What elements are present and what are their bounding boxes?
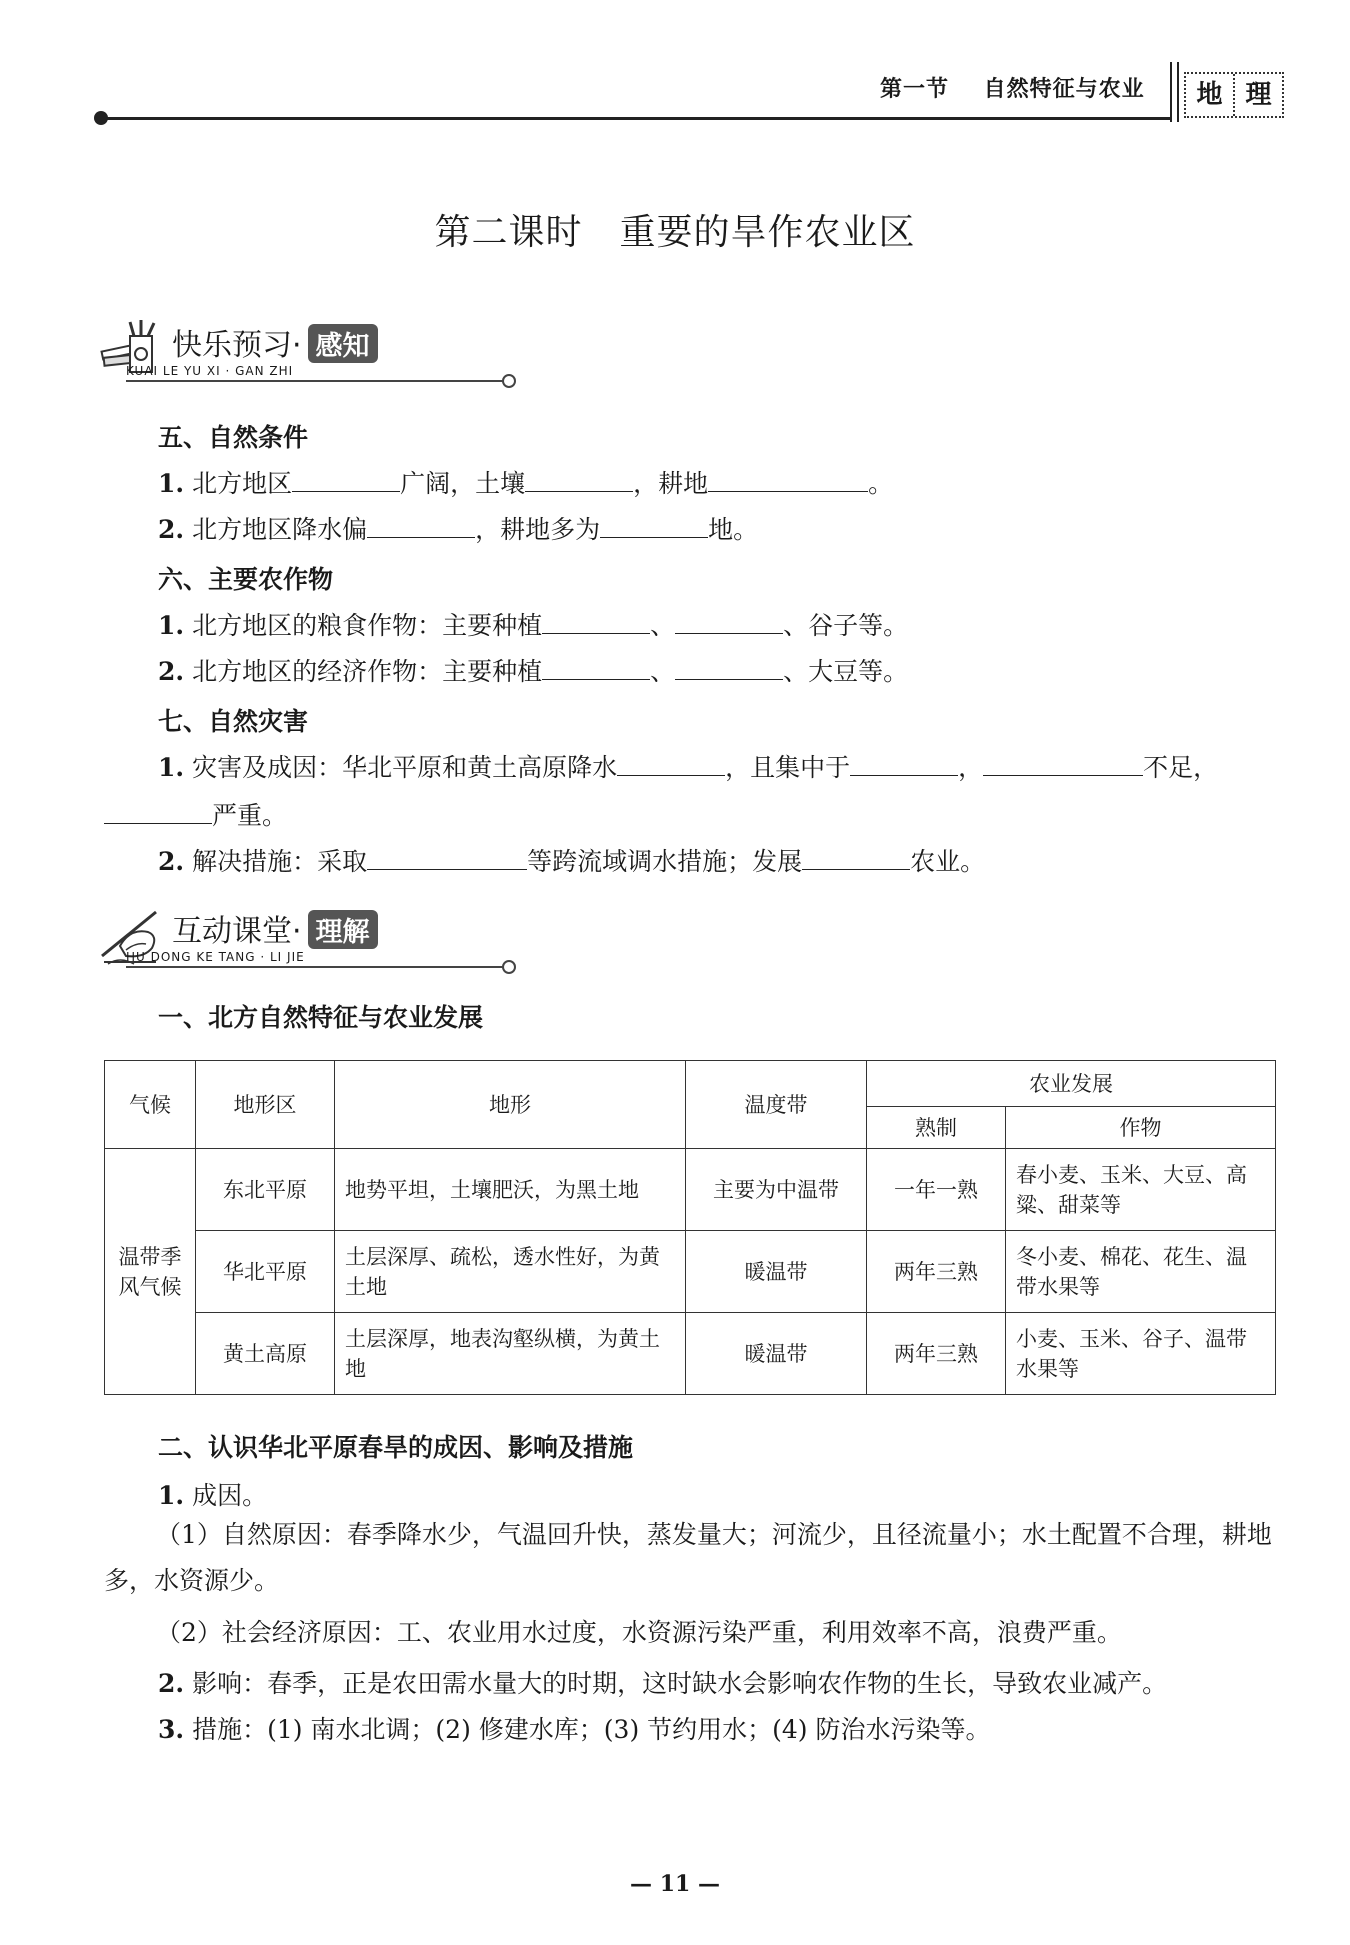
question-text: 北方地区的粮食作物：主要种植 xyxy=(192,611,543,640)
question-line xyxy=(158,606,908,642)
table-header: 气候 xyxy=(105,1061,196,1149)
banner-title: 互动课堂· 理解 xyxy=(172,906,378,950)
table-cell: 主要为中温带 xyxy=(686,1149,867,1231)
question-text: ，且集中于 xyxy=(725,753,851,782)
table-row xyxy=(105,1313,1276,1395)
fill-blank[interactable] xyxy=(292,471,400,492)
header-rule xyxy=(100,117,1170,120)
fill-blank[interactable] xyxy=(542,613,650,634)
question-text: ，耕地 xyxy=(633,469,709,498)
features-table xyxy=(104,1060,1276,1395)
question-text: 。 xyxy=(868,469,894,498)
table-cell: 两年三熟 xyxy=(867,1231,1006,1313)
table-cell: 土层深厚，地表沟壑纵横，为黄土地 xyxy=(335,1313,686,1395)
header-section: 第一节 xyxy=(880,76,950,102)
section-heading: 一、北方自然特征与农业发展 xyxy=(158,1003,484,1032)
table-header-row xyxy=(105,1061,1276,1107)
fill-blank[interactable] xyxy=(367,849,527,870)
fill-blank[interactable] xyxy=(617,755,725,776)
header-divider xyxy=(1170,62,1172,122)
fill-blank[interactable] xyxy=(367,517,475,538)
question-text: 北方地区 xyxy=(192,469,293,498)
question-number: 2. xyxy=(158,515,185,544)
running-header xyxy=(880,72,1145,103)
section-heading: 六、主要农作物 xyxy=(158,565,334,594)
banner-underline-end xyxy=(502,960,516,974)
subject-char: 地 xyxy=(1196,80,1223,110)
paragraph: （2）社会经济原因：工、农业用水过度，水资源污染严重，利用效率不高，浪费严重。 xyxy=(156,1618,1122,1647)
fill-blank[interactable] xyxy=(850,755,958,776)
banner-title-text: 快乐预习 xyxy=(172,328,292,363)
fill-blank[interactable] xyxy=(675,613,783,634)
point-number: 2. xyxy=(158,1669,185,1698)
subject-char: 理 xyxy=(1233,74,1282,116)
fill-blank[interactable] xyxy=(542,659,650,680)
section-heading: 五、自然条件 xyxy=(158,423,309,452)
table-row xyxy=(105,1149,1276,1231)
paragraph: （1）自然原因：春季降水少，气温回升快，蒸发量大；河流少，且径流量小；水土配置不合理，耕地多，水资源少。 xyxy=(104,1520,1272,1595)
question-text: 、大豆等。 xyxy=(783,657,909,686)
table-cell: 两年三熟 xyxy=(867,1313,1006,1395)
table-header: 熟制 xyxy=(867,1107,1006,1149)
point-text: 措施：(1) 南水北调；(2) 修建水库；(3) 节约用水；(4) 防治水污染等。 xyxy=(192,1715,991,1744)
table-header: 地形区 xyxy=(196,1061,335,1149)
question-text: 灾害及成因：华北平原和黄土高原降水 xyxy=(192,753,618,782)
table-cell: 黄土高原 xyxy=(196,1313,335,1395)
question-line-continued xyxy=(104,796,287,832)
question-text: 严重。 xyxy=(212,801,288,830)
question-line xyxy=(158,652,908,688)
fill-blank[interactable] xyxy=(802,849,910,870)
header-section-title: 自然特征与农业 xyxy=(983,76,1145,102)
section-heading: 二、认识华北平原春旱的成因、影响及措施 xyxy=(158,1433,634,1462)
question-line xyxy=(158,464,893,500)
point-text: 成因。 xyxy=(192,1481,268,1510)
table-cell: 一年一熟 xyxy=(867,1149,1006,1231)
question-line xyxy=(158,748,1218,784)
fill-blank[interactable] xyxy=(525,471,633,492)
point-line xyxy=(158,1710,991,1746)
question-number: 1. xyxy=(158,753,185,782)
table-header: 农业发展 xyxy=(867,1061,1276,1107)
table-cell: 冬小麦、棉花、花生、温带水果等 xyxy=(1006,1231,1276,1313)
question-text: ， xyxy=(958,753,984,782)
header-divider xyxy=(1177,62,1179,122)
question-text: 、谷子等。 xyxy=(783,611,909,640)
question-text: 北方地区降水偏 xyxy=(192,515,368,544)
fill-blank[interactable] xyxy=(600,517,708,538)
table-header: 地形 xyxy=(335,1061,686,1149)
question-text: 等跨流域调水措施；发展 xyxy=(527,847,803,876)
question-text: 不足， xyxy=(1143,753,1219,782)
page-number: — 11 — xyxy=(630,1871,720,1897)
point-number: 1. xyxy=(158,1481,185,1510)
point-line xyxy=(158,1664,1167,1700)
banner-tag: 理解 xyxy=(308,910,378,949)
question-number: 2. xyxy=(158,657,185,686)
fill-blank[interactable] xyxy=(983,755,1143,776)
question-text: 、 xyxy=(650,611,676,640)
question-text: 北方地区的经济作物：主要种植 xyxy=(192,657,543,686)
fill-blank[interactable] xyxy=(675,659,783,680)
section-heading: 七、自然灾害 xyxy=(158,707,309,736)
table-cell: 暖温带 xyxy=(686,1313,867,1395)
question-text: 地。 xyxy=(708,515,759,544)
banner-pinyin: HU DONG KE TANG · LI JIE xyxy=(126,950,305,964)
table-cell-climate: 温带季风气候 xyxy=(105,1149,196,1395)
question-text: ，耕地多为 xyxy=(475,515,601,544)
table-cell: 东北平原 xyxy=(196,1149,335,1231)
banner-tag: 感知 xyxy=(308,324,378,363)
question-number: 2. xyxy=(158,847,185,876)
banner-underline-end xyxy=(502,374,516,388)
table-cell: 小麦、玉米、谷子、温带水果等 xyxy=(1006,1313,1276,1395)
point-number: 3. xyxy=(158,1715,185,1744)
question-text: 解决措施：采取 xyxy=(192,847,368,876)
question-text: 、 xyxy=(650,657,676,686)
banner-pinyin: KUAI LE YU XI · GAN ZHI xyxy=(126,364,294,378)
table-header: 作物 xyxy=(1006,1107,1276,1149)
point-line xyxy=(158,1476,267,1512)
table-cell: 地势平坦，土壤肥沃，为黑土地 xyxy=(335,1149,686,1231)
question-line xyxy=(158,842,985,878)
question-text: 广阔，土壤 xyxy=(400,469,526,498)
table-cell: 春小麦、玉米、大豆、高粱、甜菜等 xyxy=(1006,1149,1276,1231)
point-text: 影响：春季，正是农田需水量大的时期，这时缺水会影响农作物的生长，导致农业减产。 xyxy=(192,1669,1168,1698)
table-row xyxy=(105,1231,1276,1313)
table-header: 温度带 xyxy=(686,1061,867,1149)
table-cell: 暖温带 xyxy=(686,1231,867,1313)
question-line xyxy=(158,510,758,546)
banner-underline xyxy=(126,966,504,968)
question-number: 1. xyxy=(158,469,185,498)
table-cell: 华北平原 xyxy=(196,1231,335,1313)
question-text: 农业。 xyxy=(910,847,986,876)
question-number: 1. xyxy=(158,611,185,640)
subject-box xyxy=(1184,72,1284,118)
table-cell: 土层深厚、疏松，透水性好，为黄土地 xyxy=(335,1231,686,1313)
fill-blank[interactable] xyxy=(708,471,868,492)
banner-underline xyxy=(126,380,504,382)
lesson-title: 第二课时 重要的旱作农业区 xyxy=(434,212,916,253)
banner-title: 快乐预习· 感知 xyxy=(172,320,378,364)
banner-title-text: 互动课堂 xyxy=(172,914,292,949)
fill-blank[interactable] xyxy=(104,803,212,824)
